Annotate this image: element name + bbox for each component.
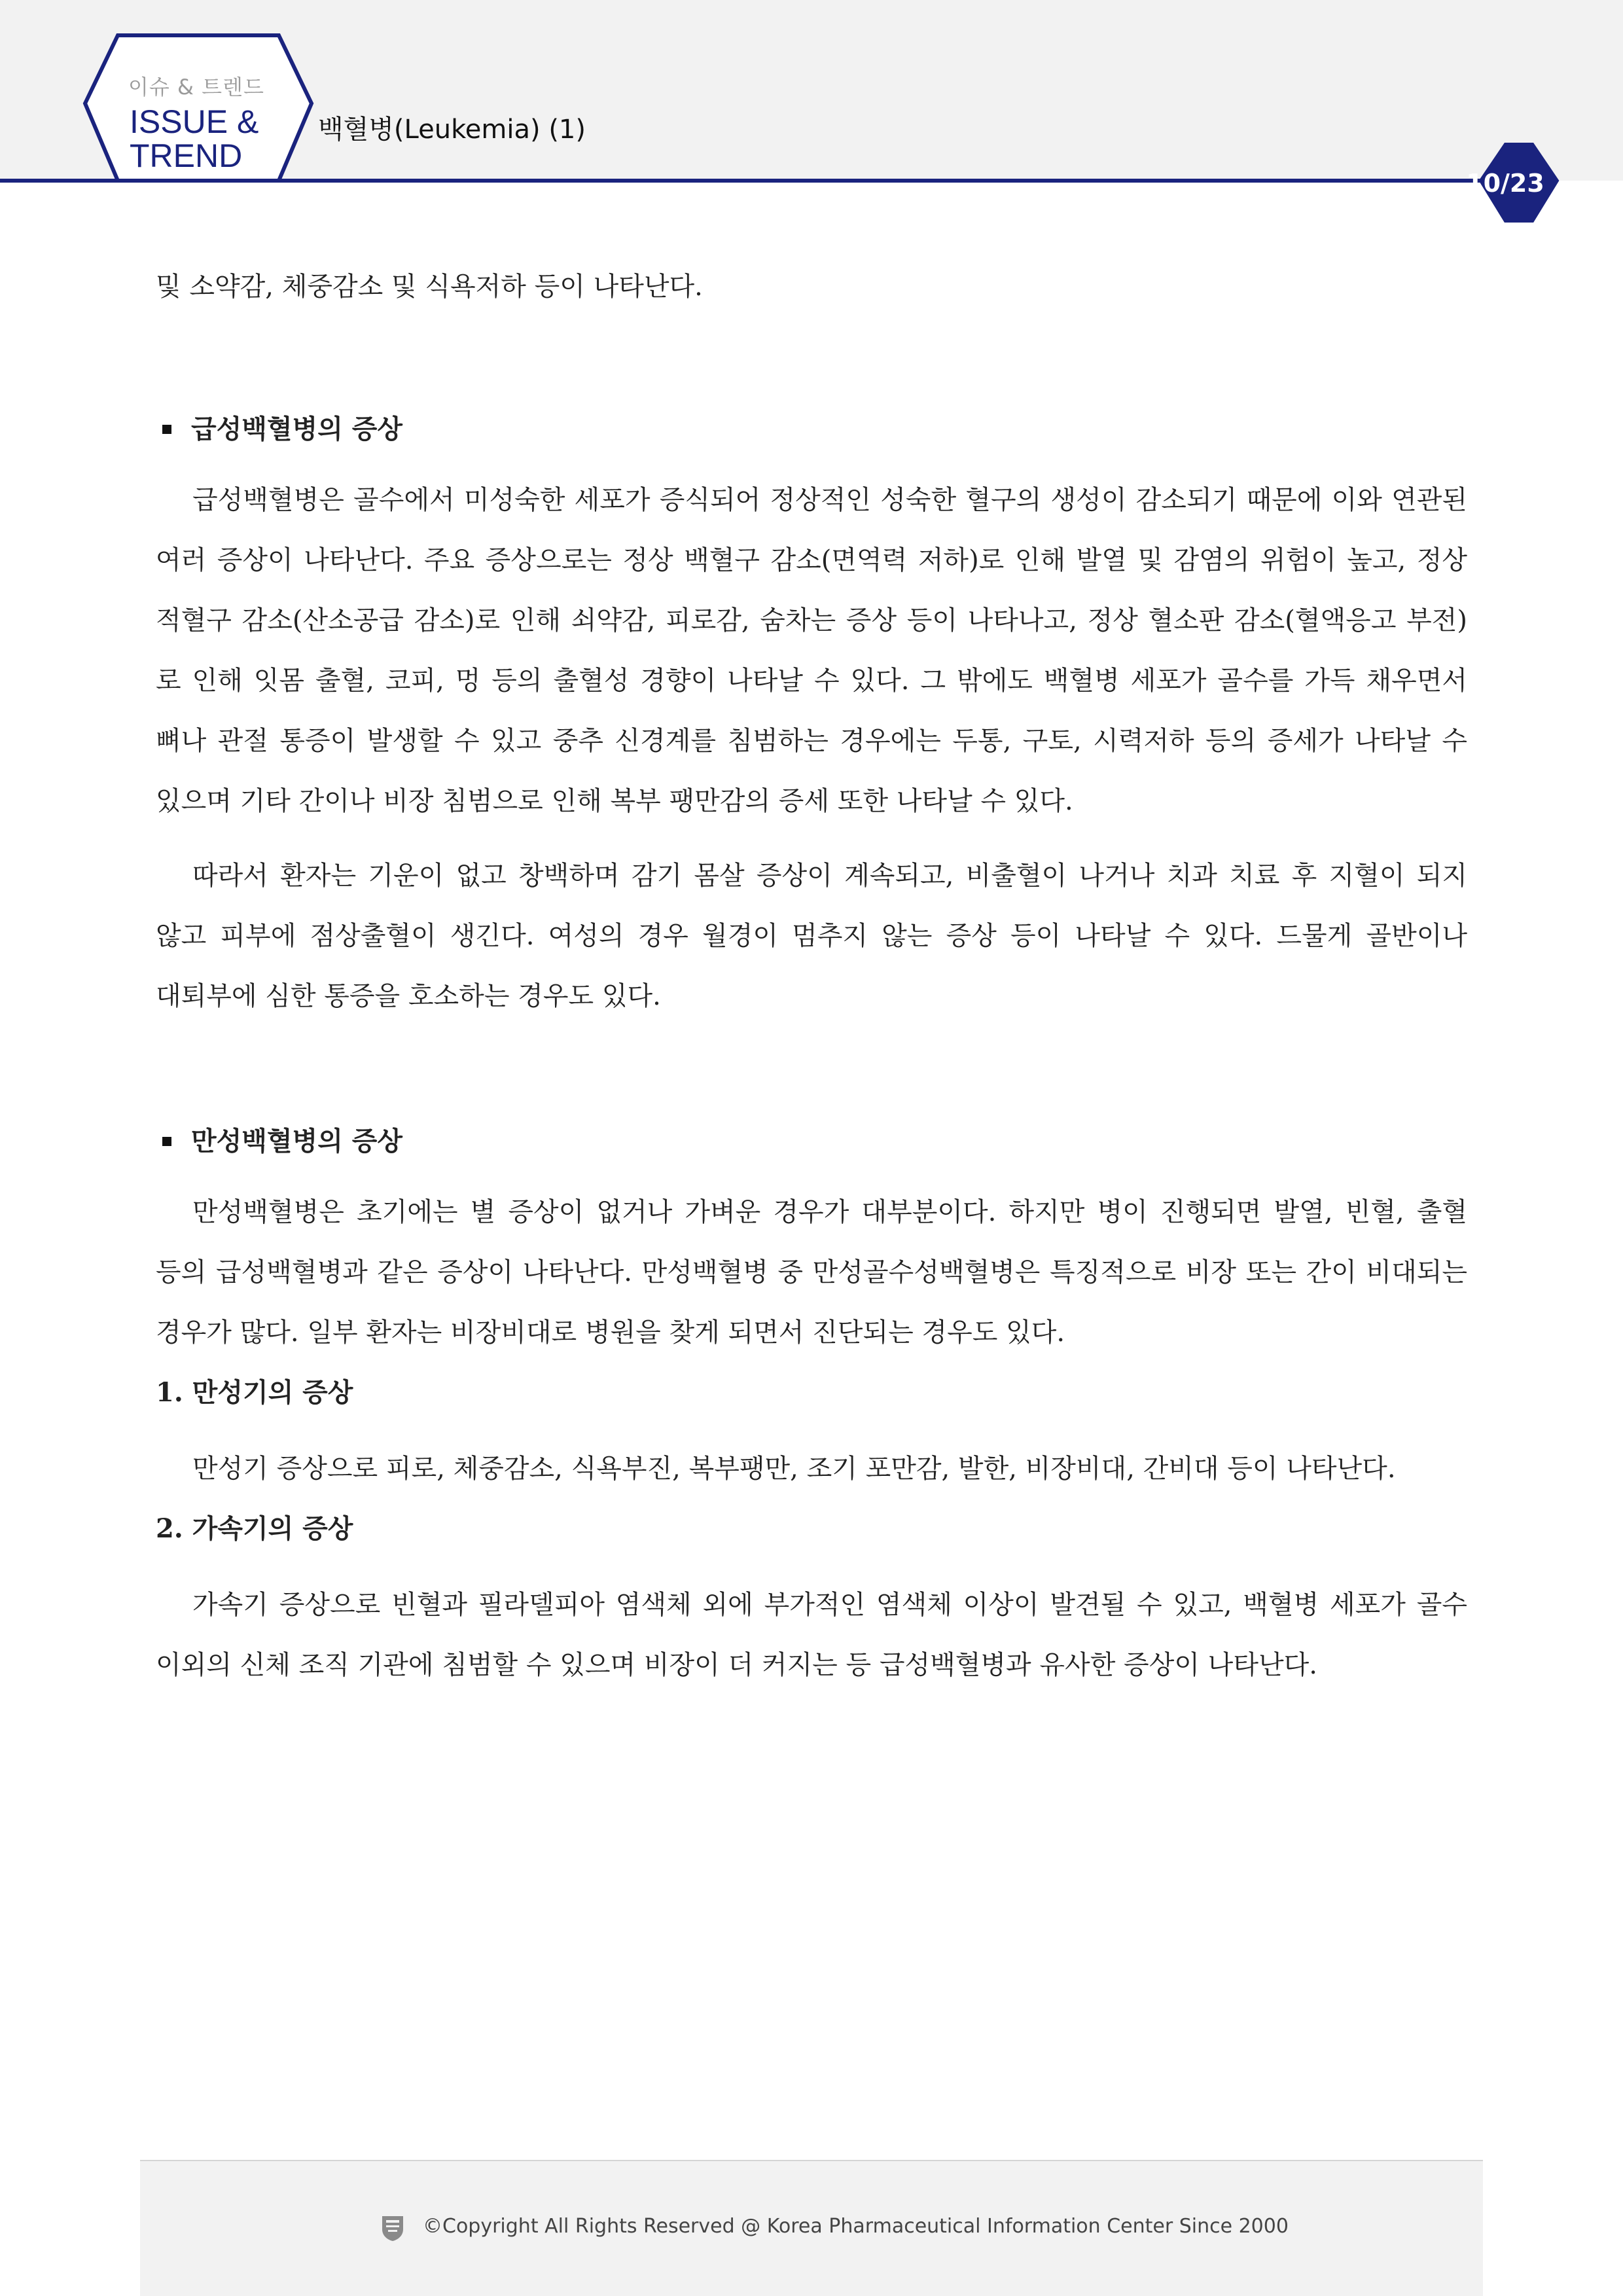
accelerated-phase-heading: 2. 가속기의 증상	[156, 1513, 353, 1544]
accelerated-phase-paragraph: 가속기 증상으로 빈혈과 필라델피아 염색체 외에 부가적인 염색체 이상이 발견될 수 있고, 백혈병 세포가 골수 이외의 신체 조직 기관에 침범할 수 있으며 비장이 더 커지는 등 급성백혈병과 유사한 증상이 나타난다.	[156, 1590, 1467, 1680]
issue-trend-badge-english: ISSUE & TREND	[130, 103, 259, 174]
chronic-phase-paragraph: 만성기 증상으로 피로, 체중감소, 식욕부진, 복부팽만, 조기 포만감, 발한, 비장비대, 간비대 등이 나타난다.	[192, 1454, 1396, 1484]
square-bullet-icon	[162, 425, 171, 434]
chronic-heading-text: 만성백혈병의 증상	[191, 1126, 403, 1157]
copyright-text: ©Copyright All Rights Reserved @ Korea Pharmaceutical Information Center Since 2000	[423, 2215, 1289, 2238]
acute-paragraph-2: 따라서 환자는 기운이 없고 창백하며 감기 몸살 증상이 계속되고, 비출혈이 나거나 치과 치료 후 지혈이 되지 않고 피부에 점상출혈이 생긴다. 여성의 경우 월경이 멈추지 않는 증상 등이 나타날 수 있다. 드물게 골반이나 대퇴부에 심한 통증을 호소하는 경우도 있다.	[156, 861, 1467, 1011]
institution-emblem-icon	[380, 2214, 406, 2242]
document-title: 백혈병(Leukemia) (1)	[318, 115, 586, 145]
issue-trend-badge-korean: 이슈 & 트렌드	[128, 75, 264, 99]
acute-section-heading	[156, 399, 1467, 459]
acute-paragraph-1: 급성백혈병은 골수에서 미성숙한 세포가 증식되어 정상적인 성숙한 혈구의 생성이 감소되기 때문에 이와 연관된 여러 증상이 나타난다. 주요 증상으로는 정상 백혈구 감소(면역력 저하)로 인해 발열 및 감염의 위험이 높고, 정상 적혈구 감소(산소공급 감소)로 인해 쇠약감, 피로감, 숨차는 증상 등이 나타나고, 정상 혈소판 감소(혈액응고 부전)로 인해 잇몸 출혈, 코피, 멍 등의 출혈성 경향이 나타날 수 있다. 그 밖에도 백혈병 세포가 골수를 가득 채우면서 뼈나 관절 통증이 발생할 수 있고 중추 신경계를 침범하는 경우에는 두통, 구토, 시력저하 등의 증세가 나타날 수 있으며 기타 간이나 비장 침범으로 인해 복부 팽만감의 증세 또한 나타날 수 있다.	[156, 485, 1467, 816]
intro-paragraph: 및 소약감, 체중감소 및 식욕저하 등이 나타난다.	[156, 272, 703, 302]
article-body	[156, 257, 1467, 1695]
square-bullet-icon	[162, 1137, 171, 1146]
acute-heading-text: 급성백혈병의 증상	[191, 414, 403, 444]
page-number: 10/23	[1466, 169, 1544, 198]
chronic-phase-heading: 1. 만성기의 증상	[156, 1377, 353, 1408]
chronic-section-heading	[156, 1111, 1467, 1172]
chronic-paragraph: 만성백혈병은 초기에는 별 증상이 없거나 가벼운 경우가 대부분이다. 하지만 병이 진행되면 발열, 빈혈, 출혈 등의 급성백혈병과 같은 증상이 나타난다. 만성백혈병 중 만성골수성백혈병은 특징적으로 비장 또는 간이 비대되는 경우가 많다. 일부 환자는 비장비대로 병원을 찾게 되면서 진단되는 경우도 있다.	[156, 1197, 1467, 1348]
